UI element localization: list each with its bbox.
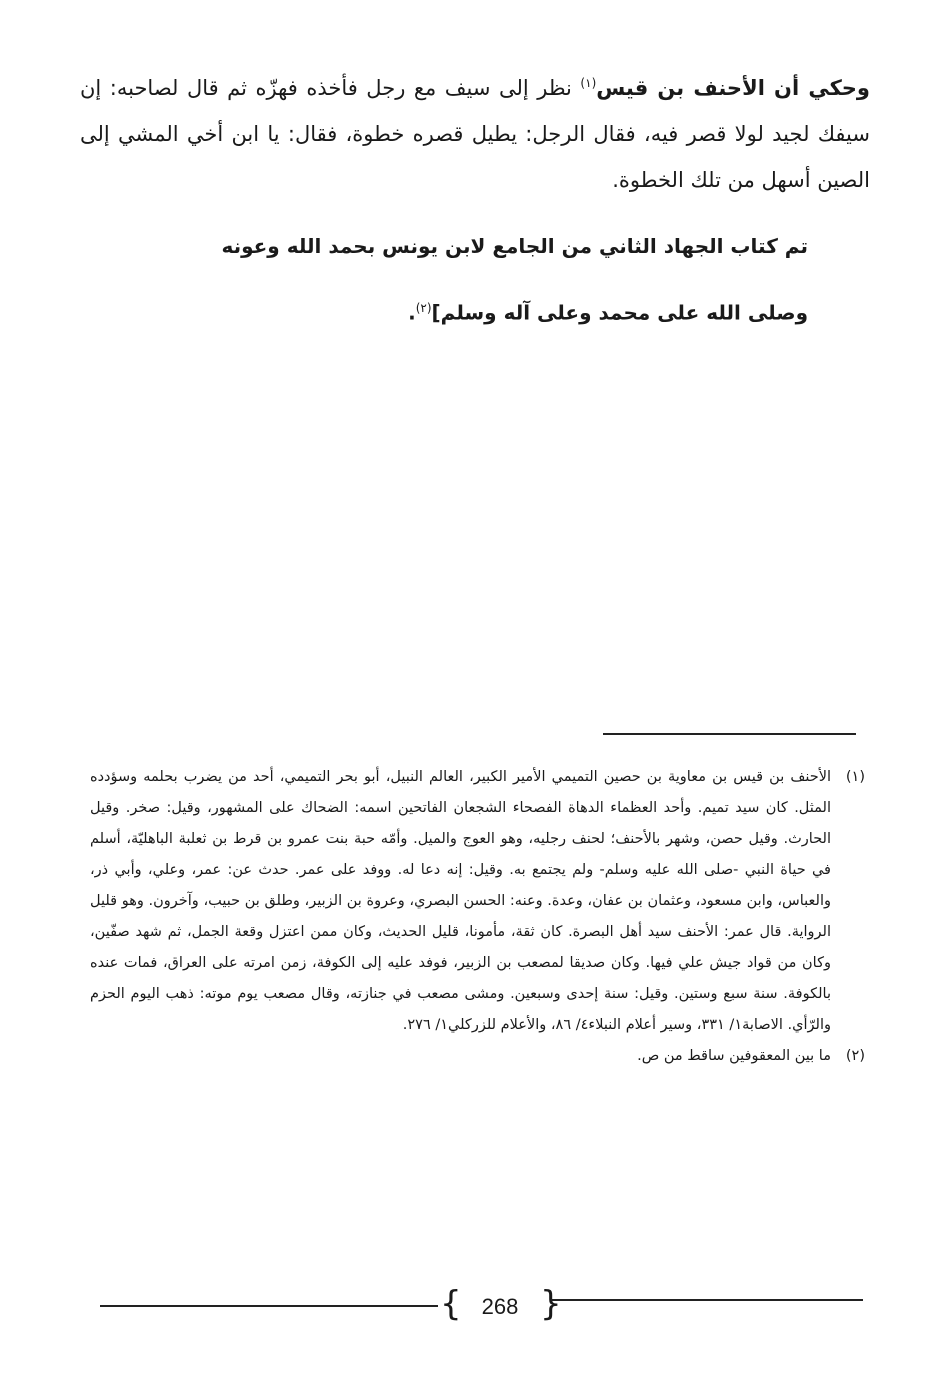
footnote-1-text: الأحنف بن قيس بن معاوية بن حصين التميمي الأمير الكبير، العالم النبيل، أبو بحر التميمي، أحد من يضرب بحلمه وسؤدده المثل. كان سيد تميم. وأحد العظماء الدهاة الفصحاء الشجعان الفاتحين اسمه: الضحاك على المشهور، وقيل: صخر. وقيل الحارث. وقيل حصن، وشهر بالأحنف؛ لحنف رجليه، وهو العوج والميل. وأمّه حبة بنت عمرو بن قرط بن ثعلبة الباهليّة، أسلم في حياة النبي -صلى الله عليه وسلم- ولم يجتمع به. وقيل: إنه دعا له. ووفد على عمر. حدث عن: عمر، وعلي، وأبي ذر، والعباس، وابن مسعود، وعثمان بن عفان، وعدة. وعنه: الحسن البصري، وعروة بن الزبير، وطلق بن حبيب، وآخرون. وهو قليل الرواية. قال عمر: الأحنف سيد أهل البصرة. كان ثقة، مأمونا، قليل الحديث، وكان ممن اعتزل وقعة الجمل، ثم شهد صفّين، وكان من قواد جيش علي فيها. وكان صديقا لمصعب بن الزبير، فوفد عليه إلى الكوفة، زمن امرته على العراق، فمات عنده بالكوفة. سنة سبع وستين. وقيل: سنة إحدى وسبعين. ومشى مصعب في جنازته، وقال مصعب يوم موته: ذهب اليوم الحزم والرّأي. الاصابة١/ ٣٣١، وسير أعلام النبلاء٤/ ٨٦، والأعلام للزركلي١/ ٢٧٦. — [90, 769, 831, 1033]
footnote-ref-2: (٢) — [415, 301, 432, 315]
colophon-line-2-text: وصلى الله على محمد وعلى آله وسلم] — [431, 300, 808, 325]
main-text — [80, 60, 870, 203]
footnote-2-text: ما بين المعقوفين ساقط من ص. — [637, 1048, 831, 1064]
footer-rule-left — [100, 1305, 438, 1307]
footnote-1-number: (١) — [845, 769, 865, 785]
paragraph-rest: نظر إلى سيف مع رجل فأخذه فهزّه ثم قال لصاحبه: إن سيفك لجيد لولا قصر فيه، فقال الرجل: يطيل قصره خطوة، فقال: يا ابن أخي المشي إلى الصين أسهل من تلك الخطوة. — [80, 76, 870, 192]
footnote-ref-1: (١) — [580, 76, 597, 90]
page-number-bracket-open: { — [440, 1284, 462, 1324]
colophon-line-1: تم كتاب الجهاد الثاني من الجامع لابن يونس بحمد الله وعونه — [221, 234, 808, 258]
colophon-line-2 — [208, 277, 808, 344]
footnotes — [90, 762, 865, 1072]
footnote-1 — [90, 762, 865, 1041]
footnote-separator — [603, 733, 856, 735]
main-paragraph — [80, 60, 870, 203]
page-footer — [100, 1284, 863, 1328]
page-number: 268 — [481, 1294, 519, 1319]
footnote-2-number: (٢) — [845, 1048, 865, 1064]
paragraph-lead: وحكي أن الأحنف بن قيس — [596, 76, 870, 100]
footer-rule-right — [551, 1299, 863, 1301]
footnote-2 — [90, 1041, 865, 1072]
colophon — [208, 215, 808, 344]
page-number-bracket-close: } — [540, 1284, 562, 1324]
colophon-end: . — [408, 300, 416, 325]
